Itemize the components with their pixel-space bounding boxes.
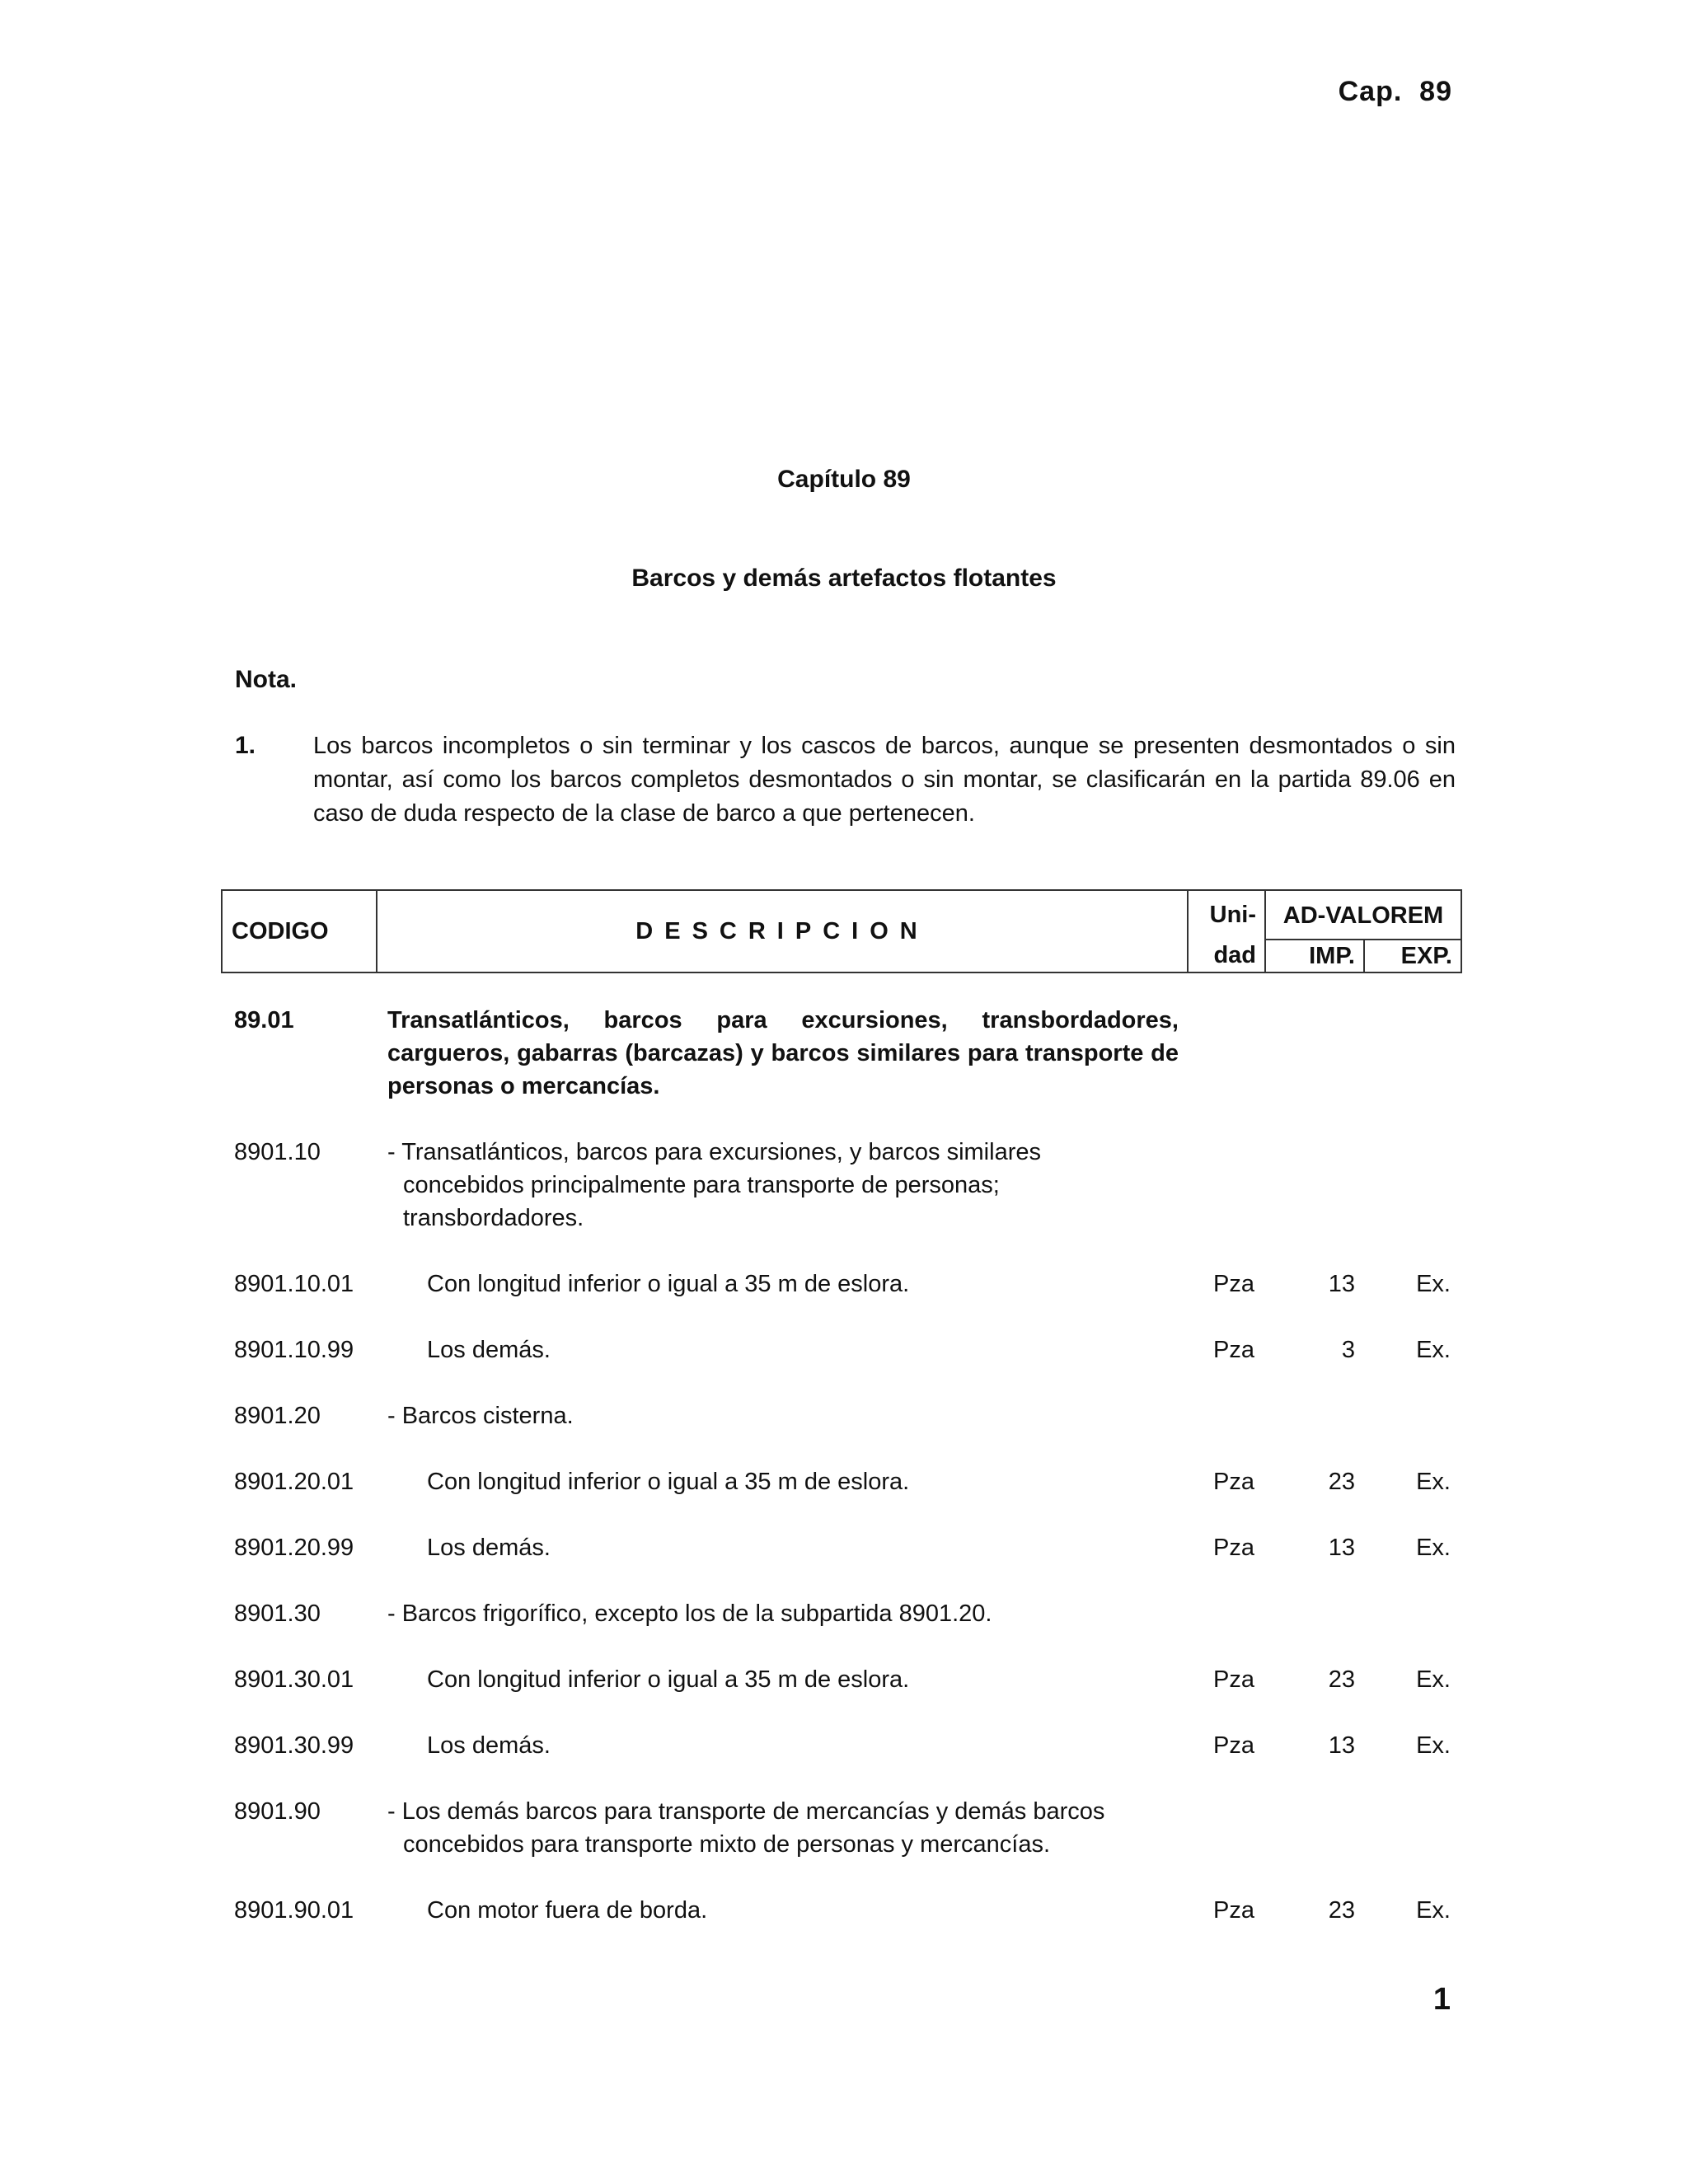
row-unit: Pza <box>1213 1732 1254 1759</box>
row-imp: 23 <box>1328 1897 1355 1924</box>
row-description: Con longitud inferior o igual a 35 m de eslora. <box>427 1469 910 1495</box>
row-code: 8901.20.01 <box>234 1469 354 1495</box>
row-exp: Ex. <box>1416 1732 1451 1759</box>
column-header-unidad-line2: dad <box>1213 942 1256 968</box>
row-imp: 13 <box>1328 1535 1355 1561</box>
column-header-exp: EXP. <box>1400 943 1452 969</box>
row-code: 8901.90.01 <box>234 1897 354 1924</box>
note-number: 1. <box>235 732 256 759</box>
row-code: 8901.90 <box>234 1798 321 1825</box>
row-code: 8901.30.01 <box>234 1666 354 1693</box>
row-description: Con longitud inferior o igual a 35 m de eslora. <box>427 1666 910 1693</box>
row-unit: Pza <box>1213 1666 1254 1693</box>
column-header-descripcion: DESCRIPCION <box>377 891 1189 972</box>
row-exp: Ex. <box>1416 1535 1451 1561</box>
row-description: Los demás. <box>427 1535 551 1561</box>
row-code: 8901.10.01 <box>234 1271 354 1297</box>
row-description-text: - Transatlánticos, barcos para excursiones, y barcos similares concebidos principalmente para transporte de personas; transbordadores. <box>387 1139 1041 1231</box>
row-exp: Ex. <box>1416 1469 1451 1495</box>
row-description: Transatlánticos, barcos para excursiones, transbordadores, cargueros, gabarras (barcazas) y barcos similares para transporte de personas o mercancías. <box>387 1007 1179 1099</box>
row-code: 8901.20 <box>234 1403 321 1429</box>
row-code: 8901.10 <box>234 1139 321 1165</box>
column-header-unidad-line1: Uni- <box>1209 902 1256 928</box>
chapter-title: Capítulo 89 <box>777 466 911 493</box>
chapter-header: Cap. 89 <box>1338 76 1452 107</box>
row-description: Los demás. <box>427 1732 551 1759</box>
row-exp: Ex. <box>1416 1897 1451 1924</box>
row-description <box>387 1136 1088 1235</box>
row-imp: 23 <box>1328 1469 1355 1495</box>
row-imp: 23 <box>1328 1666 1355 1693</box>
row-code: 8901.30.99 <box>234 1732 354 1759</box>
row-unit: Pza <box>1213 1897 1254 1924</box>
row-description: Con longitud inferior o igual a 35 m de eslora. <box>427 1271 910 1297</box>
row-imp: 13 <box>1328 1271 1355 1297</box>
row-exp: Ex. <box>1416 1271 1451 1297</box>
row-exp: Ex. <box>1416 1337 1451 1363</box>
row-description: Los demás. <box>427 1337 551 1363</box>
row-imp: 13 <box>1328 1732 1355 1759</box>
row-unit: Pza <box>1213 1469 1254 1495</box>
column-header-imp: IMP. <box>1266 940 1365 972</box>
row-unit: Pza <box>1213 1535 1254 1561</box>
row-code: 8901.10.99 <box>234 1337 354 1363</box>
row-description <box>387 1795 1162 1861</box>
column-header-advalorem: AD-VALOREM <box>1266 891 1461 940</box>
row-unit: Pza <box>1213 1271 1254 1297</box>
note-heading: Nota. <box>235 666 297 693</box>
chapter-subtitle: Barcos y demás artefactos flotantes <box>631 565 1057 592</box>
table-header <box>221 889 1462 973</box>
row-description: - Barcos cisterna. <box>387 1403 574 1429</box>
page-number: 1 <box>1432 1982 1451 2017</box>
row-unit: Pza <box>1213 1337 1254 1363</box>
column-header-unidad <box>1189 891 1266 972</box>
row-code: 8901.20.99 <box>234 1535 354 1561</box>
row-imp: 3 <box>1341 1337 1355 1363</box>
row-exp: Ex. <box>1416 1666 1451 1693</box>
row-description: Con motor fuera de borda. <box>427 1897 708 1924</box>
row-code: 8901.30 <box>234 1601 321 1627</box>
row-code: 89.01 <box>234 1007 294 1033</box>
row-description-text: - Los demás barcos para transporte de mercancías y demás barcos concebidos para transporte mixto de personas y mercancías. <box>387 1798 1105 1858</box>
column-header-codigo: CODIGO <box>223 891 377 972</box>
row-description: - Barcos frigorífico, excepto los de la subpartida 8901.20. <box>387 1601 992 1627</box>
note-text: Los barcos incompletos o sin terminar y los cascos de barcos, aunque se presenten desmontados o sin montar, así como los barcos completos desmontados o sin montar, se clasificarán en la partida 89.06 en caso de duda respecto de la clase de barco a que pertenecen. <box>313 733 1456 827</box>
